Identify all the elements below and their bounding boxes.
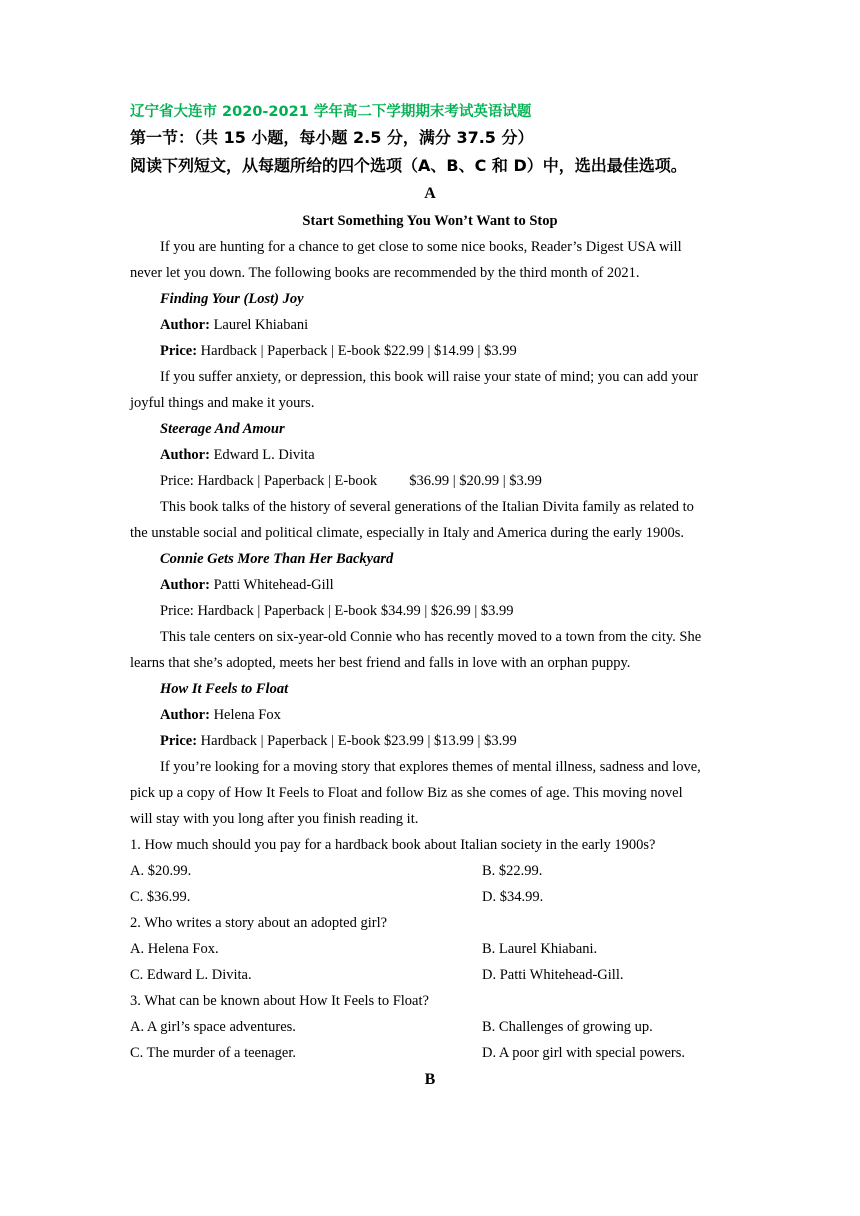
author-label: Author: (160, 317, 210, 333)
intro-line-2: never let you down. The following books are recommended by the third month of 2021. (130, 265, 640, 281)
passage-a-letter: A (424, 185, 436, 202)
book-desc: joyful things and make it yours. (130, 395, 315, 411)
option-a: A. A girl’s space adventures. (130, 1019, 296, 1035)
price-value: $36.99 | $20.99 | $3.99 (409, 473, 542, 489)
option-row (130, 884, 730, 910)
author-name: Patti Whitehead-Gill (209, 577, 334, 593)
option-a: A. Helena Fox. (130, 941, 219, 957)
book-desc: learns that she’s adopted, meets her best friend and falls in love with an orphan puppy. (130, 655, 631, 671)
book-desc: the unstable social and political climate, especially in Italy and America during the early 1900s. (130, 525, 685, 541)
book-title: How It Feels to Float (160, 681, 289, 697)
book-price (130, 598, 730, 624)
price-label: Price: (160, 733, 198, 749)
price-value: Hardback | Paperback | E-book $22.99 | $14.99 | $3.99 (197, 343, 517, 359)
option-d: D. A poor girl with special powers. (482, 1045, 685, 1061)
book-author (130, 702, 730, 728)
book-author (130, 442, 730, 468)
author-name: Edward L. Divita (209, 447, 315, 463)
intro-line-1: If you are hunting for a chance to get close to some nice books, Reader’s Digest USA will (160, 239, 682, 255)
passage-b-letter: B (424, 1071, 436, 1088)
author-name: Laurel Khiabani (209, 317, 309, 333)
question-stem: 2. Who writes a story about an adopted girl? (130, 915, 388, 931)
option-row (130, 962, 730, 988)
book-desc: pick up a copy of How It Feels to Float and follow Biz as she comes of age. This moving novel (130, 785, 683, 801)
instruction: 阅读下列短文，从每题所给的四个选项（A、B、C 和 D）中，选出最佳选项。 (130, 156, 687, 175)
book-author (130, 572, 730, 598)
option-row (130, 1040, 730, 1066)
option-c: C. The murder of a teenager. (130, 1045, 297, 1061)
book-desc: This tale centers on six-year-old Connie who has recently moved to a town from the city. She (160, 629, 702, 645)
question-stem: 1. How much should you pay for a hardback book about Italian society in the early 1900s? (130, 837, 656, 853)
book-author (130, 312, 730, 338)
option-d: D. $34.99. (482, 889, 544, 905)
exam-title: 辽宁省大连市 2020-2021 学年高二下学期期末考试英语试题 (130, 104, 532, 120)
exam-page (130, 100, 730, 1094)
option-row (130, 858, 730, 884)
option-d: D. Patti Whitehead-Gill. (482, 967, 624, 983)
price-label: Price: (160, 343, 198, 359)
book-desc: This book talks of the history of several generations of the Italian Divita family as related to (160, 499, 694, 515)
book-desc: will stay with you long after you finish reading it. (130, 811, 419, 827)
price-value: $34.99 | $26.99 | $3.99 (377, 603, 514, 619)
option-c: C. Edward L. Divita. (130, 967, 252, 983)
option-b: B. $22.99. (482, 863, 543, 879)
author-name: Helena Fox (209, 707, 281, 723)
option-c: C. $36.99. (130, 889, 191, 905)
book-desc: If you suffer anxiety, or depression, this book will raise your state of mind; you can add your (160, 369, 698, 385)
option-b: B. Challenges of growing up. (482, 1019, 653, 1035)
option-row (130, 1014, 730, 1040)
price-label: Price: Hardback | Paperback | E-book (160, 603, 378, 619)
option-a: A. $20.99. (130, 863, 192, 879)
book-title: Connie Gets More Than Her Backyard (160, 551, 394, 567)
option-b: B. Laurel Khiabani. (482, 941, 598, 957)
author-label: Author: (160, 447, 210, 463)
book-title: Finding Your (Lost) Joy (160, 291, 304, 307)
author-label: Author: (160, 707, 210, 723)
book-desc: If you’re looking for a moving story that explores themes of mental illness, sadness and love, (160, 759, 701, 775)
passage-a-title: Start Something You Won’t Want to Stop (302, 213, 558, 229)
book-price (130, 468, 730, 494)
book-price (130, 338, 730, 364)
book-title: Steerage And Amour (160, 421, 285, 437)
option-row (130, 936, 730, 962)
price-label: Price: Hardback | Paperback | E-book (160, 473, 378, 489)
question-stem: 3. What can be known about How It Feels to Float? (130, 993, 429, 1009)
section-heading: 第一节：（共 15 小题，每小题 2.5 分，满分 37.5 分） (130, 128, 534, 147)
book-price (130, 728, 730, 754)
author-label: Author: (160, 577, 210, 593)
price-value: Hardback | Paperback | E-book $23.99 | $13.99 | $3.99 (197, 733, 517, 749)
